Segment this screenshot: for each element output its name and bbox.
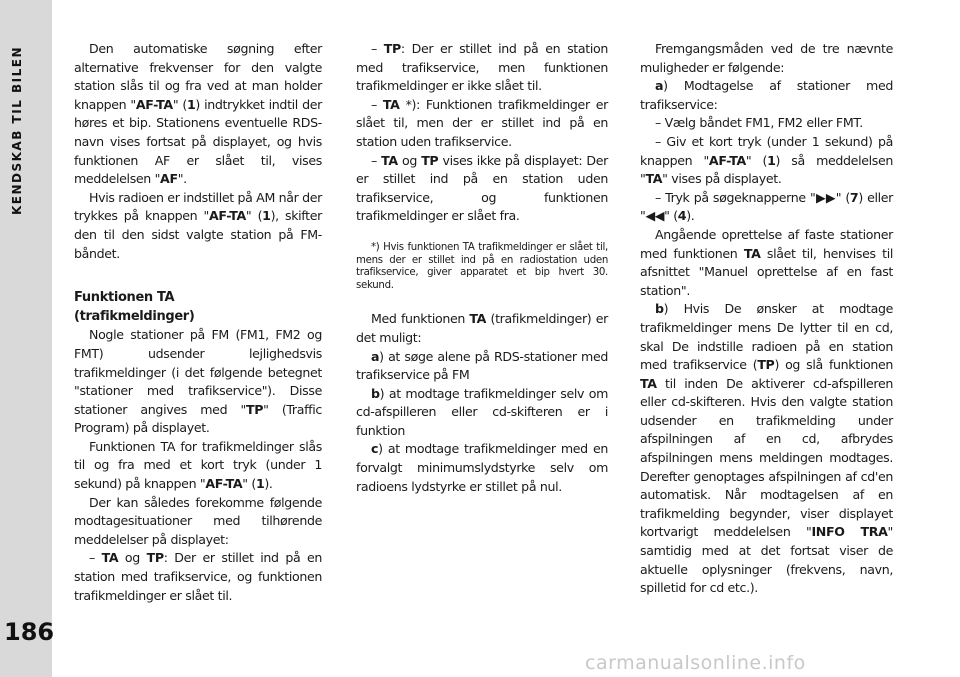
paragraph: – TP: Der er stillet ind på en station med trafikservice, men funktionen trafikmeldinger er ikke slået til. — [356, 41, 608, 94]
paragraph: – Tryk på søgeknapperne "▶▶" (7) eller "◀◀" (4). — [640, 189, 893, 224]
paragraph: Nogle stationer på FM (FM1, FM2 og FMT) udsender lejlighedsvis trafikmeldinger (i det følgende betegnet "stationer med trafikservice"). Disse stationer angives med "TP" (Traffic Program) på displayet. — [74, 327, 322, 436]
text-column-3 — [640, 40, 893, 598]
rewind-icon: ◀◀ — [645, 208, 665, 224]
paragraph: b) Hvis De ønsker at modtage trafikmeldinger mens De lytter til en cd, skal De indstille radioen på en station med trafikservice (TP) og slå funktionen TA til inden De aktiverer cd-afspilleren eller cd-skifteren. Hvis den valgte station udsender en trafikmelding under afspilningen af en cd, afbrydes afspilningen mens meldingen modtages. Derefter genoptages afspilningen af cd'en automatisk. Når modtagelsen af en trafikmelding begynder, viser displayet kortvarigt meddelelsen "INFO TRA" samtidig med at det fortsat viser de aktuelle oplysninger (frekvens, navn, spilletid for cd etc.). — [640, 301, 894, 596]
footnote: *) Hvis funktionen TA trafikmeldinger er slået til, mens der er stillet ind på en radiostation uden trafikservice, giver apparatet et bip hvert 30. sekund. — [356, 241, 608, 291]
paragraph: a) at søge alene på RDS-stationer med trafikservice på FM — [356, 348, 608, 383]
page-number: 186 — [4, 618, 55, 646]
watermark: carmanualsonline.info — [585, 652, 806, 674]
paragraph: – Giv et kort tryk (under 1 sekund) på knappen "AF-TA" (1) så meddelelsen "TA" vises på displayet. — [640, 133, 894, 187]
paragraph: a) Modtagelse af stationer med trafikservice: — [640, 78, 893, 112]
paragraph: b) at modtage trafikmeldinger selv om cd-afspilleren eller cd-skifteren er i funktion — [356, 385, 608, 438]
chapter-title: KENDSKAB TIL BILEN — [10, 46, 24, 216]
paragraph: Funktionen TA for trafikmeldinger slås til og fra med et kort tryk (under 1 sekund) på knappen "AF-TA" (1). — [74, 438, 322, 492]
paragraph: Hvis radioen er indstillet på AM når der trykkes på knappen "AF-TA" (1), skifter den til den sidst valgte station på FM-båndet. — [74, 189, 322, 261]
paragraph: – TA *): Funktionen trafikmeldinger er slået til, men der er stillet ind på en station uden trafikservice. — [356, 96, 608, 149]
paragraph: c) at modtage trafikmeldinger med en forvalgt minimumslydstyrke selv om radioens lydstyrke er stillet på nul. — [356, 441, 608, 494]
text-column-1 — [74, 40, 322, 605]
paragraph: – TA og TP vises ikke på displayet: Der er stillet ind på en station uden trafikservice, og funktionen trafikmeldinger er slået fra. — [356, 152, 609, 224]
paragraph: – Vælg båndet FM1, FM2 eller FMT. — [655, 115, 863, 131]
paragraph: Fremgangsmåden ved de tre nævnte muligheder er følgende: — [640, 41, 893, 75]
paragraph: – TA og TP: Der er stillet ind på en station med trafikservice, og funktionen trafikmeldinger er slået til. — [74, 550, 323, 603]
paragraph: Den automatiske søgning efter alternative frekvenser for den valgte station slås til og fra ved at man holder knappen "AF-TA" (1) indtrykket indtil der høres et bip. Stationens eventuelle RDS-navn vises fortsat på displayet, og hvis funktionen AF er slået til, vises meddelelsen "AF". — [74, 41, 322, 187]
section-heading: Funktionen TA (trafikmeldinger) — [74, 290, 195, 324]
fast-forward-icon: ▶▶ — [815, 189, 836, 205]
paragraph: Der kan således forekomme følgende modtagesituationer med tilhørende meddelelser på displayet: — [74, 494, 322, 547]
paragraph: Med funktionen TA (trafikmeldinger) er det muligt: — [356, 311, 608, 345]
text-column-2 — [356, 40, 608, 496]
chapter-side-tab — [0, 0, 55, 677]
paragraph: Angående oprettelse af faste stationer med funktionen TA slået til, henvises til afsnittet "Manuel oprettelse af en fast station". — [640, 226, 893, 298]
